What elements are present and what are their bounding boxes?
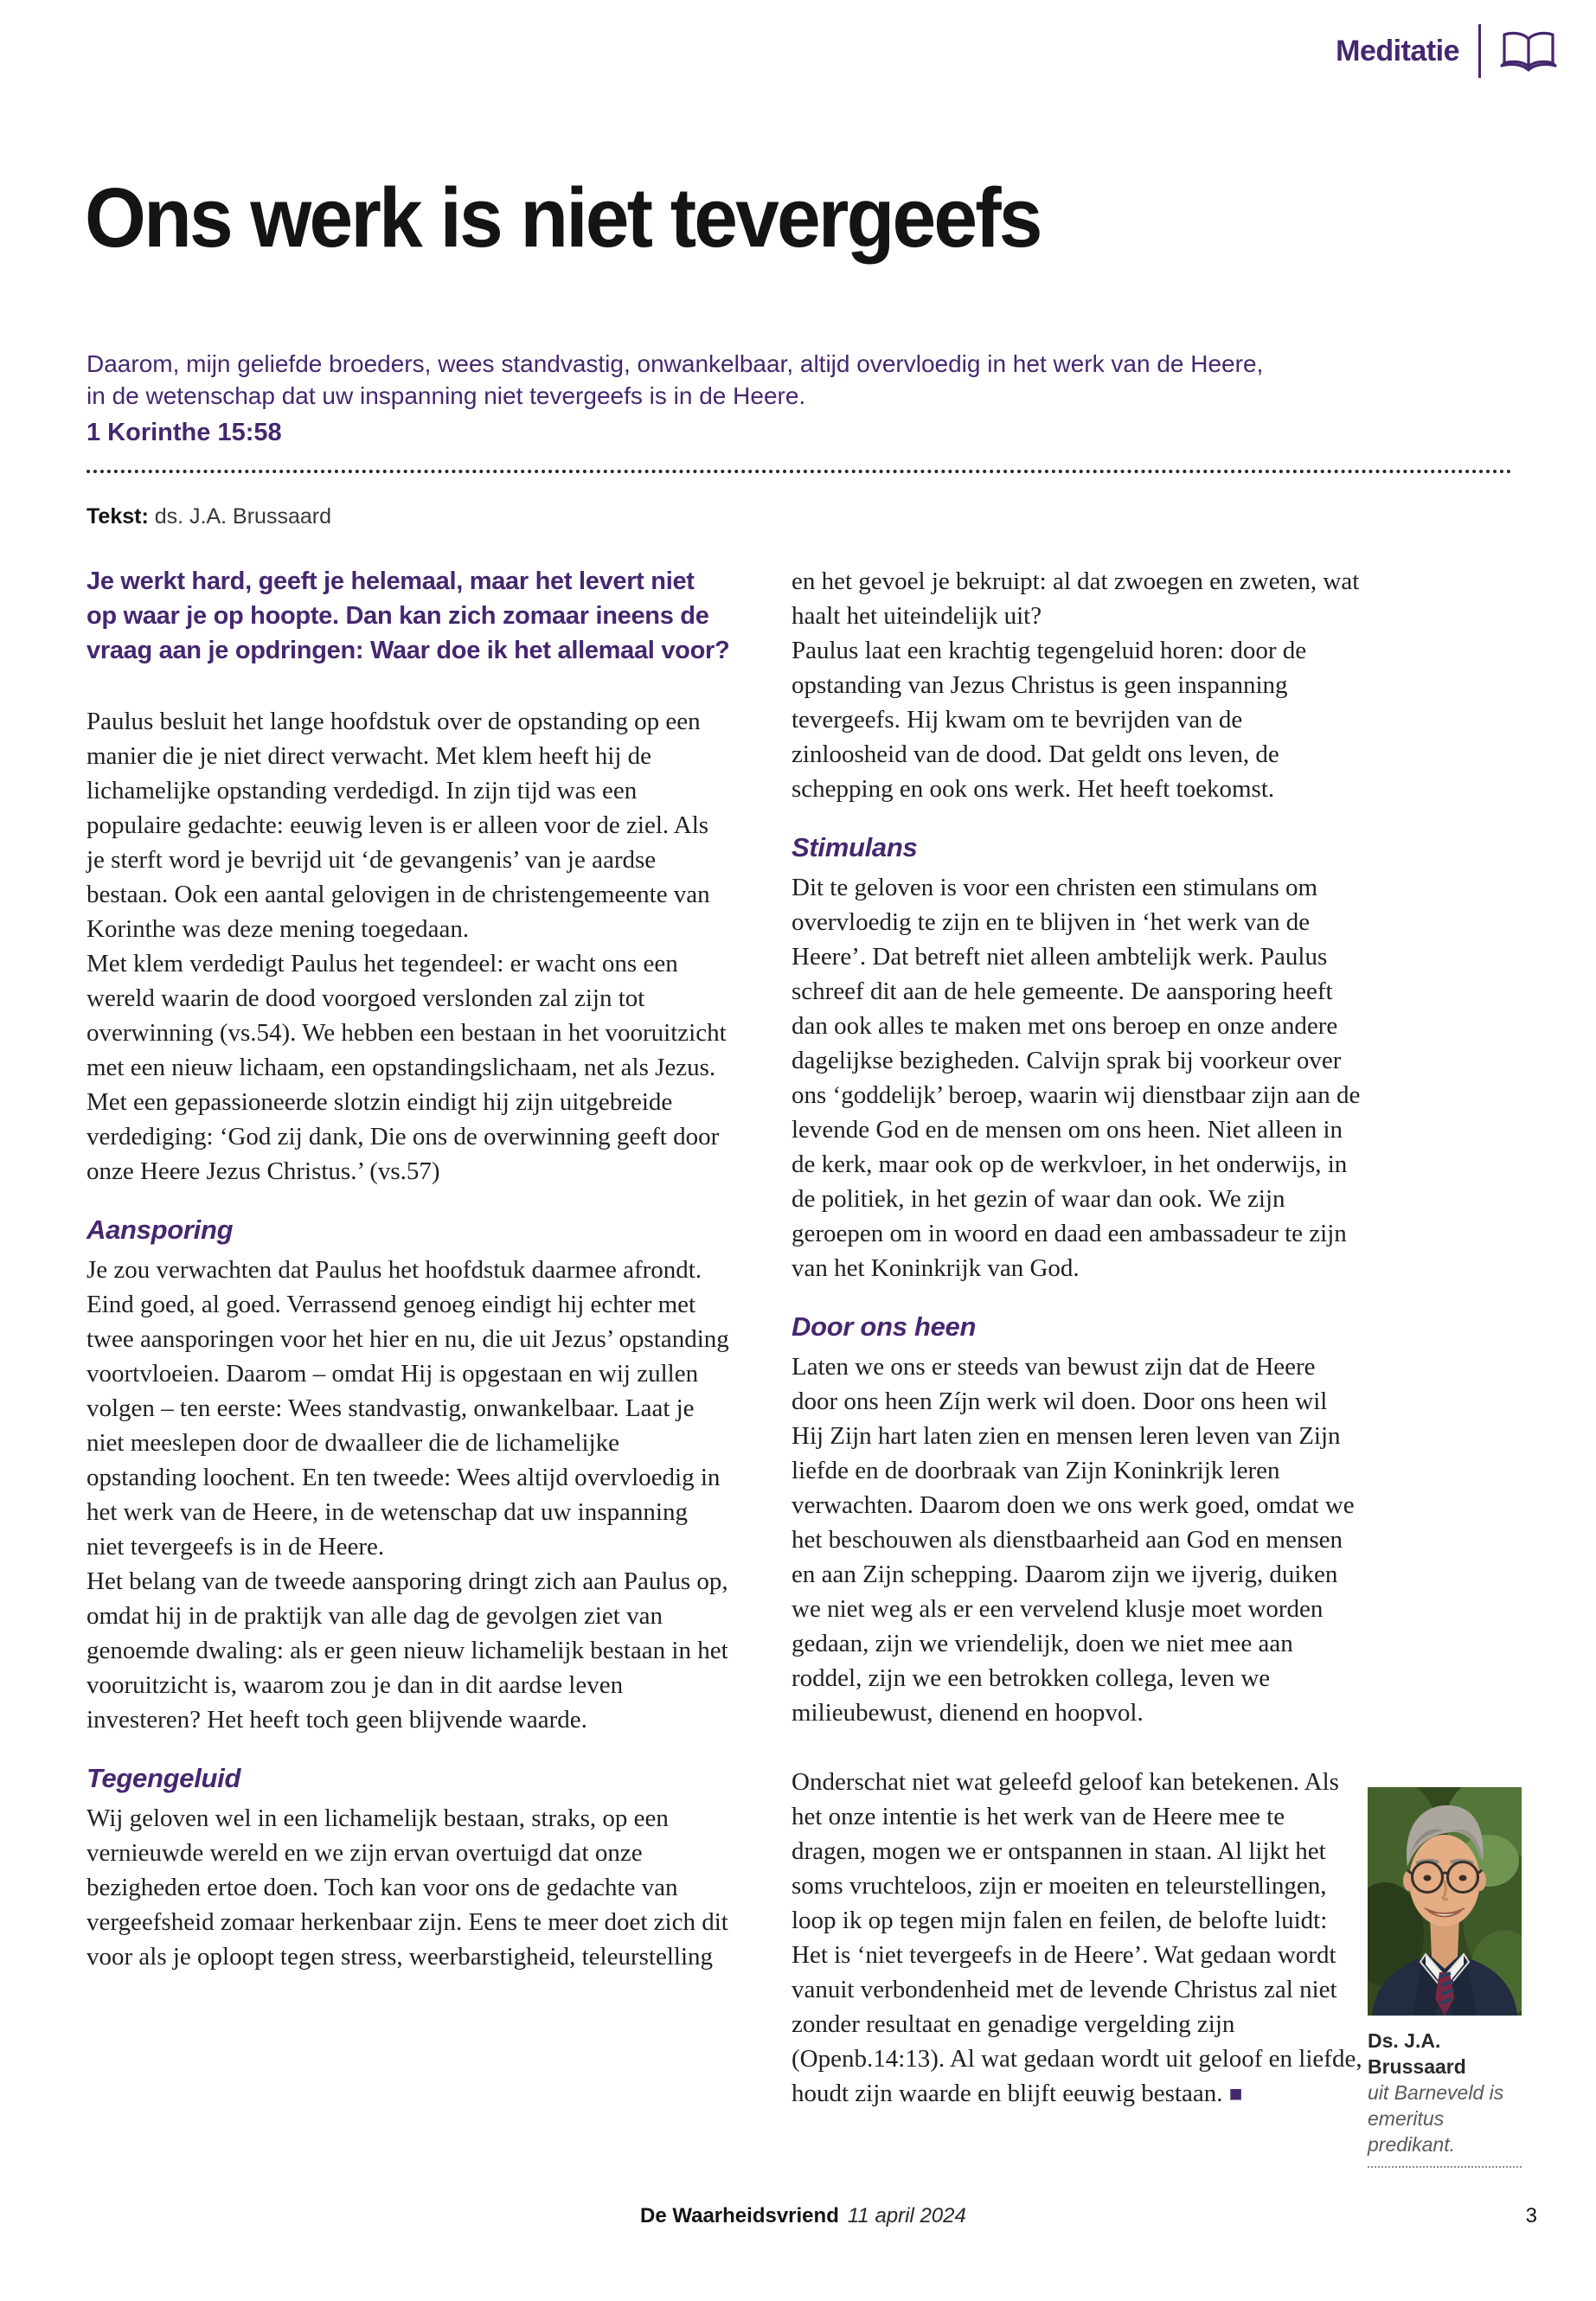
left-column bbox=[87, 564, 731, 1974]
body-paragraph: Paulus besluit het lange hoofdstuk over de opstanding op een manier die je niet direct verwacht. Met klem heeft hij de lichamelijke opstanding verdedigd. In zijn tijd was een populaire gedachte: eeuwig leven is er alleen voor de ziel. Als je sterft word je bevrijd uit ‘de gevangenis’ van je aardse bestaan. Ook een aantal gelovigen in de christengemeente van Korinthe was deze mening toegedaan. bbox=[87, 708, 710, 943]
body-paragraph: Het belang van de tweede aansporing dringt zich aan Paulus op, omdat hij in de praktijk van alle dag de gevolgen ziet van genoemde dwaling: als er geen nieuw lichamelijk bestaan in het vooruitzicht is, waarom zou je dan in dit aardse leven investeren? Het heeft toch geen blijvende waarde. bbox=[87, 1567, 728, 1734]
dotted-rule bbox=[87, 470, 1512, 473]
verse-line-2: in de wetenschap dat uw inspanning niet tevergeefs is in de Heere. bbox=[87, 382, 806, 409]
body-paragraph: Met klem verdedigt Paulus het tegendeel: er wacht ons een wereld waarin de dood voorgoed verslonden zal zijn tot overwinning (vs.54). We hebben een bestaan in het vooruitzicht met een nieuw lichaam, een opstandingslichaam, net als Jezus. Met een gepassioneerde slotzin eindigt hij zijn uitgebreide verdediging: ‘God zij dank, Die ons de overwinning geeft door onze Heere Jezus Christus.’ (vs.57) bbox=[87, 950, 727, 1185]
page-number: 3 bbox=[1525, 2204, 1537, 2227]
section-subhead: Stimulans bbox=[792, 832, 918, 862]
body-paragraph: Je zou verwachten dat Paulus het hoofdstuk daarmee afrondt. Eind goed, al goed. Verrassend genoeg eindigt hij echter met twee aansporingen voor het hier en nu, die uit Jezus’ opstanding voortvloeien. Daarom – omdat Hij is opgestaan en wij zullen volgen – ten eerste: Wees standvastig, onwankelbaar. Laat je niet meeslepen door de dwaalleer die de lichamelijke opstanding loochent. En ten tweede: Wees altijd overvloedig in het werk van de Heere, in de wetenschap dat uw inspanning niet tevergeefs is in de Heere. bbox=[87, 1256, 729, 1561]
verse-reference: 1 Korinthe 15:58 bbox=[87, 419, 282, 446]
byline-author: ds. J.A. Brussaard bbox=[154, 504, 331, 529]
lead-paragraph: Je werkt hard, geeft je helemaal, maar het levert niet op waar je op hoopte. Dan kan zich zomaar ineens de vraag aan je opdringen: Waar doe ik het allemaal voor? bbox=[87, 567, 730, 664]
open-book-icon bbox=[1500, 30, 1557, 72]
verse-line-1: Daarom, mijn geliefde broeders, wees standvastig, onwankelbaar, altijd overvloedig in het werk van de Heere, bbox=[87, 350, 1264, 377]
magazine-name: De Waarheidsvriend bbox=[640, 2204, 839, 2227]
author-photo bbox=[1368, 1787, 1522, 2016]
page-header bbox=[1336, 24, 1557, 78]
page-footer bbox=[640, 2204, 966, 2228]
byline-label: Tekst: bbox=[87, 504, 149, 529]
body-paragraph: Onderschat niet wat geleefd geloof kan betekenen. Als het onze intentie is het werk van de Heere mee te dragen, mogen we er ontspannen in staan. Al lijkt het soms vruchteloos, zijn er moeiten en teleurstellingen, loop ik op tegen mijn falen en feilen, de belofte luidt: Het is ‘niet tevergeefs in de Heere’. Wat gedaan wordt vanuit verbondenheid met de levende Christus zal niet zonder resultaat en genadige vergelding zijn (Openb.14:13). Al wat gedaan wordt uit geloof en liefde, houdt zijn waarde en blijft eeuwig bestaan. ■ bbox=[792, 1768, 1362, 2107]
body-paragraph: Laten we ons er steeds van bewust zijn dat de Heere door ons heen Zíjn werk wil doen. Door ons heen wil Hij Zijn hart laten zien en mensen leren leven van Zijn liefde en de doorbraak van Zijn Koninkrijk leren verwachten. Daarom doen we ons werk goed, omdat we het beschouwen als dienstbaarheid aan God en mensen en aan Zijn schepping. Daarom zijn we ijverig, duiken we niet weg als er een vervelend klusje moet worden gedaan, zijn we vriendelijk, doen we niet mee aan roddel, zijn we een betrokken collega, leven we milieubewust, dienend en hoopvol. bbox=[792, 1353, 1355, 1727]
body-paragraph: Paulus laat een krachtig tegengeluid horen: door de opstanding van Jezus Christus is geen inspanning tevergeefs. Hij kwam om te bevrijden van de zinloosheid van de dood. Dat geldt ons leven, de schepping en ook ons werk. Het heeft toekomst. bbox=[792, 637, 1307, 803]
section-subhead: Tegengeluid bbox=[87, 1763, 241, 1793]
caption-author-name: Ds. J.A. Brussaard bbox=[1368, 2029, 1466, 2078]
body-paragraph: en het gevoel je bekruipt: al dat zwoegen en zweten, wat haalt het uiteindelijk uit? bbox=[792, 567, 1360, 630]
photo-caption bbox=[1368, 2028, 1532, 2168]
header-divider bbox=[1478, 24, 1481, 78]
article-body bbox=[87, 564, 1362, 2111]
left-column-flow bbox=[87, 704, 731, 1974]
verse-quote bbox=[87, 348, 1263, 449]
caption-author-role: uit Barneveld is emeritus predikant. bbox=[1368, 2081, 1504, 2156]
right-column bbox=[792, 564, 1362, 2111]
section-subhead: Aansporing bbox=[87, 1215, 234, 1245]
body-paragraph: Wij geloven wel in een lichamelijk bestaan, straks, op een vernieuwde wereld en we zijn ervan overtuigd dat onze bezigheden ertoe doen. Toch kan voor ons de gedachte van vergeefsheid zomaar herkenbaar zijn. Eens te meer doet zich dit voor als je oploopt tegen stress, weerbarstigheid, teleurstelling bbox=[87, 1804, 728, 1971]
article-title: Ons werk is niet tevergeefs bbox=[85, 170, 1041, 265]
category-label: Meditatie bbox=[1336, 34, 1459, 67]
end-of-article-marker: ■ bbox=[1222, 2080, 1243, 2106]
caption-dotted-rule bbox=[1368, 2166, 1522, 2168]
byline bbox=[87, 504, 331, 529]
body-paragraph: Dit te geloven is voor een christen een stimulans om overvloedig te zijn en te blijven in ‘het werk van de Heere’. Dat betreft niet alleen ambtelijk werk. Paulus schreef dit aan de hele gemeente. De aansporing heeft dan ook alles te maken met ons beroep en onze andere dagelijkse bezigheden. Calvijn sprak bij voorkeur over ons ‘goddelijk’ beroep, waarin wij dienstbaar zijn aan de levende God en de mensen om ons heen. Niet alleen in de kerk, maar ook op de werkvloer, in het onderwijs, in de politiek, in het gezin of waar dan ook. We zijn geroepen om in woord en daad een ambassadeur te zijn van het Koninkrijk van God. bbox=[792, 874, 1361, 1282]
section-subhead: Door ons heen bbox=[792, 1311, 977, 1342]
issue-date: 11 april 2024 bbox=[847, 2204, 966, 2227]
